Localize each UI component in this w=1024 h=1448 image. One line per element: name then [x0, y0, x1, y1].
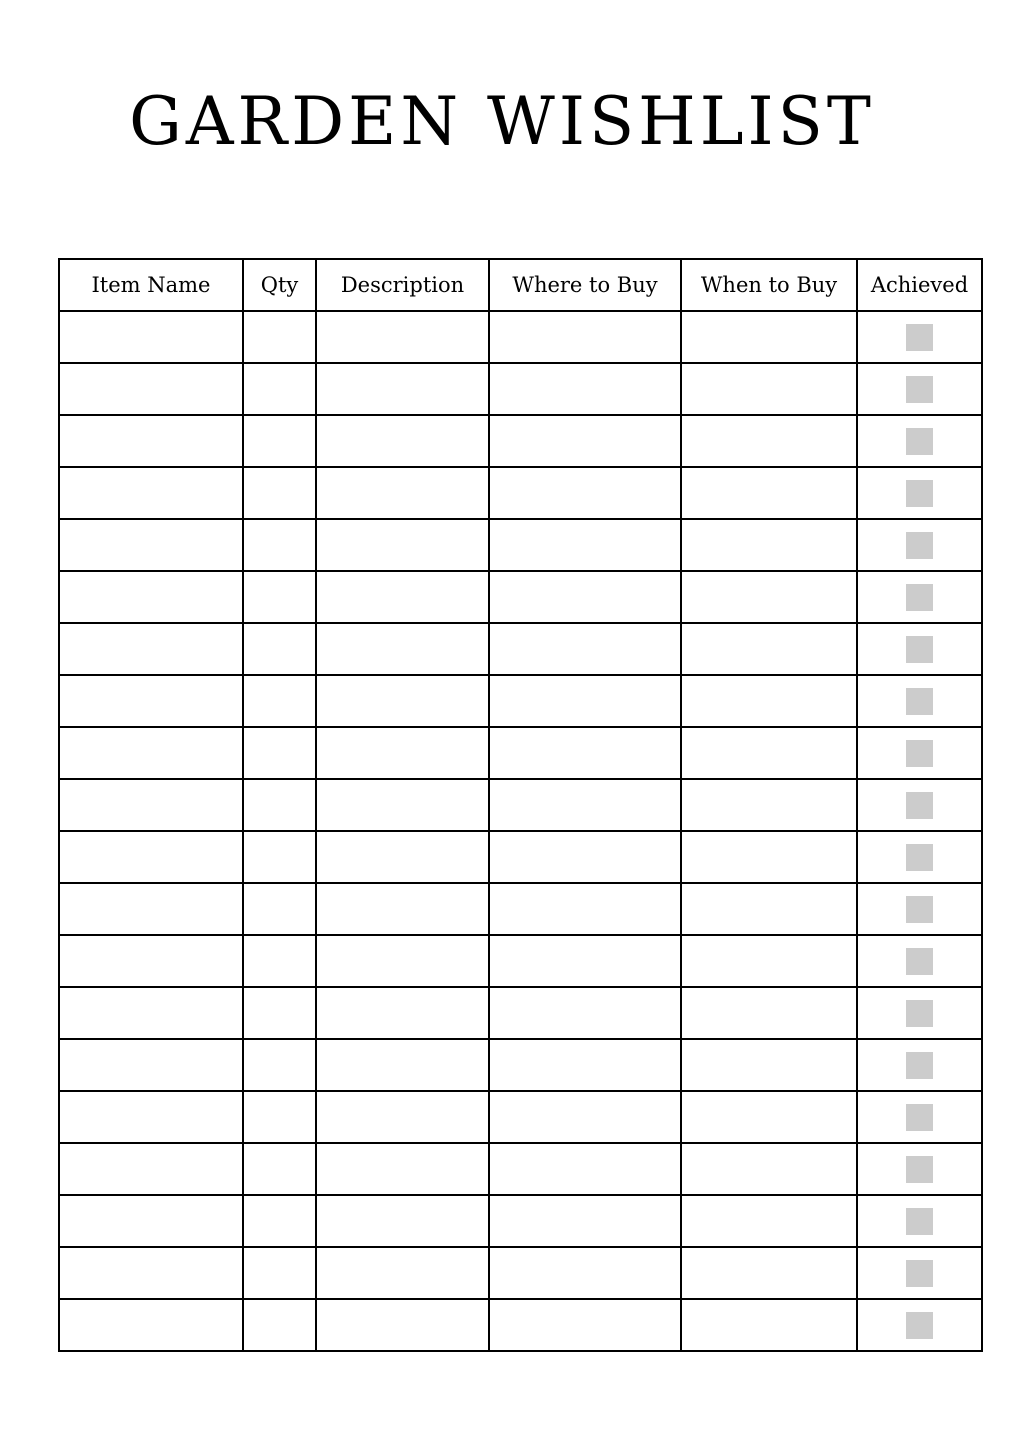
where-to-buy-cell[interactable]: [489, 1091, 681, 1143]
when-to-buy-cell[interactable]: [681, 1195, 857, 1247]
header-row: [59, 259, 982, 311]
item-name-cell[interactable]: [59, 467, 243, 519]
page-title: GARDEN WISHLIST: [129, 83, 875, 160]
table-row: [59, 311, 982, 363]
achieved-checkbox[interactable]: [906, 844, 933, 871]
description-cell[interactable]: [316, 571, 489, 623]
achieved-cell: [857, 883, 982, 935]
description-cell[interactable]: [316, 779, 489, 831]
achieved-cell: [857, 1039, 982, 1091]
achieved-checkbox[interactable]: [906, 1000, 933, 1027]
item-name-cell[interactable]: [59, 415, 243, 467]
column-header-when-to-buy: When to Buy: [681, 259, 857, 311]
achieved-checkbox[interactable]: [906, 896, 933, 923]
achieved-cell: [857, 987, 982, 1039]
where-to-buy-cell[interactable]: [489, 1299, 681, 1351]
table-row: [59, 415, 982, 467]
when-to-buy-cell[interactable]: [681, 987, 857, 1039]
when-to-buy-cell[interactable]: [681, 727, 857, 779]
item-name-cell[interactable]: [59, 1299, 243, 1351]
column-header-description: Description: [316, 259, 489, 311]
where-to-buy-cell[interactable]: [489, 519, 681, 571]
description-cell[interactable]: [316, 415, 489, 467]
item-name-cell[interactable]: [59, 571, 243, 623]
where-to-buy-cell[interactable]: [489, 1195, 681, 1247]
qty-cell[interactable]: [243, 519, 316, 571]
achieved-cell: [857, 623, 982, 675]
where-to-buy-cell[interactable]: [489, 675, 681, 727]
description-cell[interactable]: [316, 831, 489, 883]
achieved-checkbox[interactable]: [906, 324, 933, 351]
table-row: [59, 519, 982, 571]
achieved-checkbox[interactable]: [906, 1104, 933, 1131]
description-cell[interactable]: [316, 727, 489, 779]
column-header-item-name: Item Name: [59, 259, 243, 311]
when-to-buy-cell[interactable]: [681, 675, 857, 727]
column-header-qty: Qty: [243, 259, 316, 311]
where-to-buy-cell[interactable]: [489, 779, 681, 831]
table-row: [59, 467, 982, 519]
achieved-checkbox[interactable]: [906, 740, 933, 767]
description-cell[interactable]: [316, 363, 489, 415]
description-cell[interactable]: [316, 1247, 489, 1299]
achieved-cell: [857, 1299, 982, 1351]
table-row: [59, 571, 982, 623]
when-to-buy-cell[interactable]: [681, 623, 857, 675]
item-name-cell[interactable]: [59, 1143, 243, 1195]
when-to-buy-cell[interactable]: [681, 1039, 857, 1091]
achieved-cell: [857, 519, 982, 571]
achieved-checkbox[interactable]: [906, 1208, 933, 1235]
table-row: [59, 1195, 982, 1247]
achieved-checkbox[interactable]: [906, 532, 933, 559]
table-row: [59, 727, 982, 779]
qty-cell[interactable]: [243, 831, 316, 883]
where-to-buy-cell[interactable]: [489, 987, 681, 1039]
where-to-buy-cell[interactable]: [489, 935, 681, 987]
description-cell[interactable]: [316, 1039, 489, 1091]
achieved-checkbox[interactable]: [906, 1312, 933, 1339]
where-to-buy-cell[interactable]: [489, 727, 681, 779]
when-to-buy-cell[interactable]: [681, 311, 857, 363]
item-name-cell[interactable]: [59, 779, 243, 831]
achieved-checkbox[interactable]: [906, 636, 933, 663]
qty-cell[interactable]: [243, 467, 316, 519]
when-to-buy-cell[interactable]: [681, 415, 857, 467]
achieved-cell: [857, 935, 982, 987]
description-cell[interactable]: [316, 935, 489, 987]
table-row: [59, 1091, 982, 1143]
achieved-checkbox[interactable]: [906, 584, 933, 611]
table-row: [59, 831, 982, 883]
when-to-buy-cell[interactable]: [681, 883, 857, 935]
table-row: [59, 363, 982, 415]
achieved-cell: [857, 415, 982, 467]
table-row: [59, 779, 982, 831]
achieved-checkbox[interactable]: [906, 1260, 933, 1287]
item-name-cell[interactable]: [59, 727, 243, 779]
achieved-cell: [857, 1091, 982, 1143]
description-cell[interactable]: [316, 987, 489, 1039]
item-name-cell[interactable]: [59, 1091, 243, 1143]
achieved-checkbox[interactable]: [906, 480, 933, 507]
achieved-cell: [857, 831, 982, 883]
where-to-buy-cell[interactable]: [489, 467, 681, 519]
table-row: [59, 883, 982, 935]
table-row: [59, 1143, 982, 1195]
description-cell[interactable]: [316, 519, 489, 571]
table-row: [59, 623, 982, 675]
item-name-cell[interactable]: [59, 1195, 243, 1247]
when-to-buy-cell[interactable]: [681, 467, 857, 519]
when-to-buy-cell[interactable]: [681, 831, 857, 883]
qty-cell[interactable]: [243, 935, 316, 987]
qty-cell[interactable]: [243, 987, 316, 1039]
qty-cell[interactable]: [243, 623, 316, 675]
qty-cell[interactable]: [243, 1195, 316, 1247]
item-name-cell[interactable]: [59, 623, 243, 675]
where-to-buy-cell[interactable]: [489, 311, 681, 363]
when-to-buy-cell[interactable]: [681, 1299, 857, 1351]
table-row: [59, 935, 982, 987]
item-name-cell[interactable]: [59, 519, 243, 571]
description-cell[interactable]: [316, 1143, 489, 1195]
achieved-checkbox[interactable]: [906, 428, 933, 455]
description-cell[interactable]: [316, 467, 489, 519]
table-row: [59, 987, 982, 1039]
qty-cell[interactable]: [243, 779, 316, 831]
achieved-cell: [857, 363, 982, 415]
item-name-cell[interactable]: [59, 675, 243, 727]
table-row: [59, 675, 982, 727]
where-to-buy-cell[interactable]: [489, 1039, 681, 1091]
when-to-buy-cell[interactable]: [681, 1247, 857, 1299]
achieved-cell: [857, 779, 982, 831]
achieved-checkbox[interactable]: [906, 376, 933, 403]
where-to-buy-cell[interactable]: [489, 1143, 681, 1195]
achieved-checkbox[interactable]: [906, 1052, 933, 1079]
item-name-cell[interactable]: [59, 987, 243, 1039]
achieved-checkbox[interactable]: [906, 688, 933, 715]
item-name-cell[interactable]: [59, 311, 243, 363]
description-cell[interactable]: [316, 311, 489, 363]
achieved-cell: [857, 727, 982, 779]
description-cell[interactable]: [316, 1195, 489, 1247]
qty-cell[interactable]: [243, 1039, 316, 1091]
description-cell[interactable]: [316, 1091, 489, 1143]
column-header-where-to-buy: Where to Buy: [489, 259, 681, 311]
qty-cell[interactable]: [243, 1299, 316, 1351]
item-name-cell[interactable]: [59, 883, 243, 935]
achieved-cell: [857, 1195, 982, 1247]
when-to-buy-cell[interactable]: [681, 1091, 857, 1143]
when-to-buy-cell[interactable]: [681, 363, 857, 415]
where-to-buy-cell[interactable]: [489, 571, 681, 623]
item-name-cell[interactable]: [59, 1247, 243, 1299]
where-to-buy-cell[interactable]: [489, 363, 681, 415]
when-to-buy-cell[interactable]: [681, 1143, 857, 1195]
description-cell[interactable]: [316, 883, 489, 935]
qty-cell[interactable]: [243, 363, 316, 415]
description-cell[interactable]: [316, 1299, 489, 1351]
achieved-checkbox[interactable]: [906, 1156, 933, 1183]
where-to-buy-cell[interactable]: [489, 831, 681, 883]
description-cell[interactable]: [316, 675, 489, 727]
achieved-cell: [857, 571, 982, 623]
qty-cell[interactable]: [243, 311, 316, 363]
achieved-cell: [857, 311, 982, 363]
achieved-cell: [857, 1247, 982, 1299]
description-cell[interactable]: [316, 623, 489, 675]
where-to-buy-cell[interactable]: [489, 623, 681, 675]
item-name-cell[interactable]: [59, 1039, 243, 1091]
when-to-buy-cell[interactable]: [681, 935, 857, 987]
wishlist-table: [58, 258, 983, 1352]
where-to-buy-cell[interactable]: [489, 1247, 681, 1299]
achieved-cell: [857, 467, 982, 519]
where-to-buy-cell[interactable]: [489, 883, 681, 935]
qty-cell[interactable]: [243, 1247, 316, 1299]
table-row: [59, 1247, 982, 1299]
qty-cell[interactable]: [243, 415, 316, 467]
achieved-cell: [857, 675, 982, 727]
qty-cell[interactable]: [243, 1143, 316, 1195]
qty-cell[interactable]: [243, 675, 316, 727]
qty-cell[interactable]: [243, 1091, 316, 1143]
item-name-cell[interactable]: [59, 363, 243, 415]
achieved-checkbox[interactable]: [906, 792, 933, 819]
column-header-achieved: Achieved: [857, 259, 982, 311]
where-to-buy-cell[interactable]: [489, 415, 681, 467]
achieved-checkbox[interactable]: [906, 948, 933, 975]
table-row: [59, 1039, 982, 1091]
when-to-buy-cell[interactable]: [681, 571, 857, 623]
qty-cell[interactable]: [243, 883, 316, 935]
item-name-cell[interactable]: [59, 935, 243, 987]
item-name-cell[interactable]: [59, 831, 243, 883]
wishlist-body: [59, 311, 982, 1351]
when-to-buy-cell[interactable]: [681, 779, 857, 831]
table-row: [59, 1299, 982, 1351]
achieved-cell: [857, 1143, 982, 1195]
when-to-buy-cell[interactable]: [681, 519, 857, 571]
qty-cell[interactable]: [243, 727, 316, 779]
qty-cell[interactable]: [243, 571, 316, 623]
